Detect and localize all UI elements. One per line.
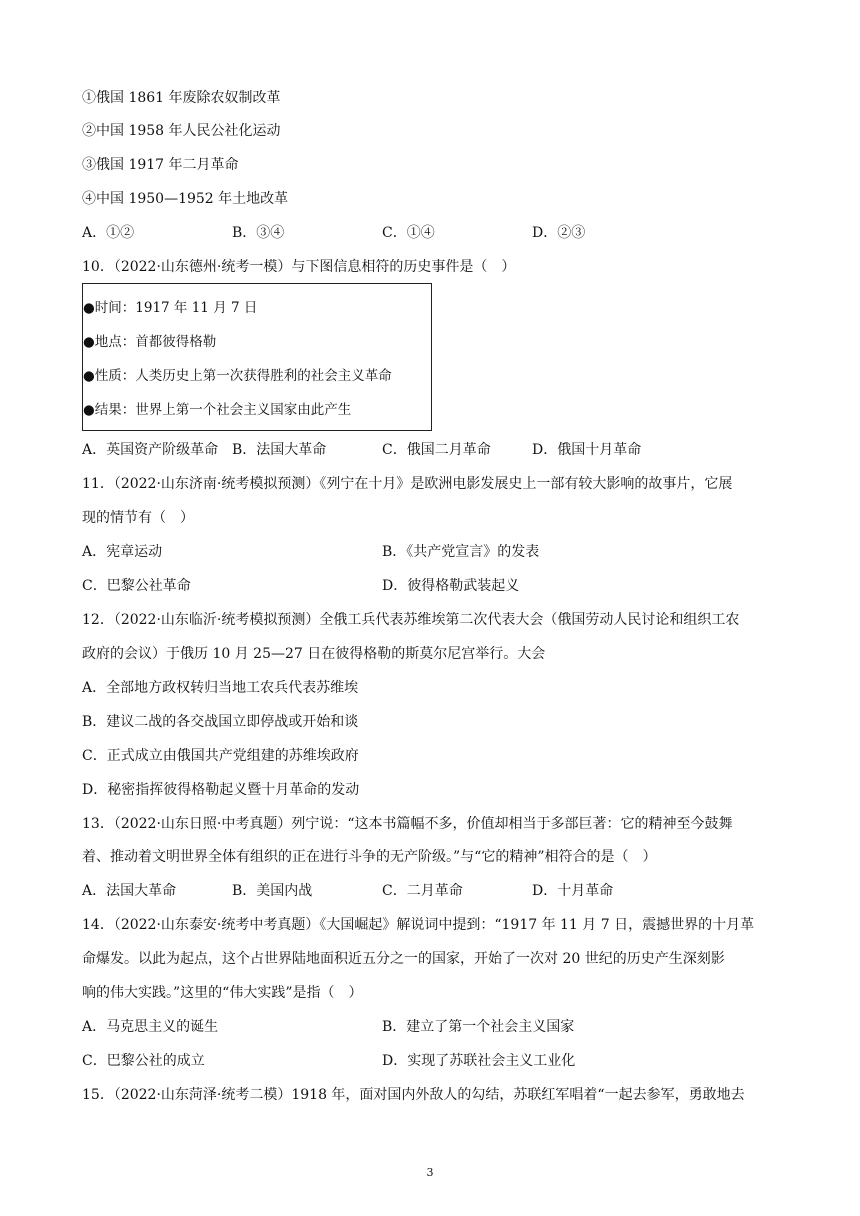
q11-option-c: C．巴黎公社革命 [82,578,191,594]
q13-option-a: A．法国大革命 [82,883,177,899]
q10-option-a: A．英国资产阶级革命 [82,442,219,458]
q11-stem-line-1: 11．（2022·山东济南·统考模拟预测）《列宁在十月》是欧洲电影发展史上一部有较大影响的故事片，它展 [82,476,733,492]
q10-info-box [82,283,432,431]
q12-option-c: C．正式成立由俄国共产党组建的苏维埃政府 [82,748,359,764]
q11-option-d: D．彼得格勒武装起义 [382,578,520,594]
q9-item-1: ①俄国 1861 年废除农奴制改革 [82,90,281,106]
page-number: 3 [426,1166,434,1179]
q9-option-a: A．①② [82,225,135,241]
q10-option-b: B．法国大革命 [232,442,327,458]
q10-option-d: D．俄国十月革命 [532,442,642,458]
q9-option-d: D．②③ [532,225,586,241]
q9-option-b: B．③④ [232,225,285,241]
q12-option-b: B．建议二战的各交战国立即停战或开始和谈 [82,714,359,730]
q14-option-d: D．实现了苏联社会主义工业化 [382,1053,576,1069]
q13-option-c: C．二月革命 [382,883,463,899]
q14-stem-line-2: 命爆发。以此为起点，这个占世界陆地面积近五分之一的国家，开始了一次对 20 世纪的历史产生深刻影 [82,951,725,967]
q10-box-nature: ●性质：人类历史上第一次获得胜利的社会主义革命 [83,368,392,384]
q13-option-d: D．十月革命 [532,883,614,899]
q12-stem-line-1: 12．（2022·山东临沂·统考模拟预测）全俄工兵代表苏维埃第二次代表大会（俄国劳动人民讨论和组织工农 [82,612,740,628]
q11-option-a: A．宪章运动 [82,544,163,560]
q10-option-c: C．俄国二月革命 [382,442,491,458]
q11-option-b: B．《共产党宣言》的发表 [382,544,540,560]
q12-option-d: D．秘密指挥彼得格勒起义暨十月革命的发动 [82,782,360,798]
q10-box-place: ●地点：首都彼得格勒 [83,334,217,350]
q13-option-b: B．美国内战 [232,883,313,899]
q14-stem-line-1: 14．（2022·山东泰安·统考中考真题）《大国崛起》解说词中提到：“1917 年 11 月 7 日，震撼世界的十月革 [82,917,755,933]
q15-stem-line-1: 15．（2022·山东菏泽·统考二模）1918 年，面对国内外敌人的勾结，苏联红军唱着“一起去参军，勇敢地去 [82,1087,745,1103]
q14-stem-line-3: 响的伟大实践。”这里的“伟大实践”是指（ ） [82,985,363,1001]
q9-option-c: C．①④ [382,225,435,241]
q9-item-2: ②中国 1958 年人民公社化运动 [82,123,281,139]
q12-stem-line-2: 政府的会议）于俄历 10 月 25—27 日在彼得格勒的斯莫尔尼宫举行。大会 [82,646,546,662]
q9-item-4: ④中国 1950—1952 年土地改革 [82,191,289,207]
q10-stem: 10．（2022·山东德州·统考一模）与下图信息相符的历史事件是（ ） [82,259,516,275]
q14-option-b: B．建立了第一个社会主义国家 [382,1019,575,1035]
q10-box-result: ●结果：世界上第一个社会主义国家由此产生 [83,402,352,418]
q9-item-3: ③俄国 1917 年二月革命 [82,157,239,173]
q14-option-c: C．巴黎公社的成立 [82,1053,205,1069]
q14-option-a: A．马克思主义的诞生 [82,1019,219,1035]
q13-stem-line-2: 着、推动着文明世界全体有组织的正在进行斗争的无产阶级。”与“它的精神”相符合的是（ ） [82,849,657,865]
q10-box-time: ●时间：1917 年 11 月 7 日 [83,300,258,316]
q13-stem-line-1: 13．（2022·山东日照·中考真题）列宁说：“这本书篇幅不多，价值却相当于多部巨著：它的精神至今鼓舞 [82,816,733,832]
q12-option-a: A．全部地方政权转归当地工农兵代表苏维埃 [82,680,359,696]
q11-stem-line-2: 现的情节有（ ） [82,510,194,526]
